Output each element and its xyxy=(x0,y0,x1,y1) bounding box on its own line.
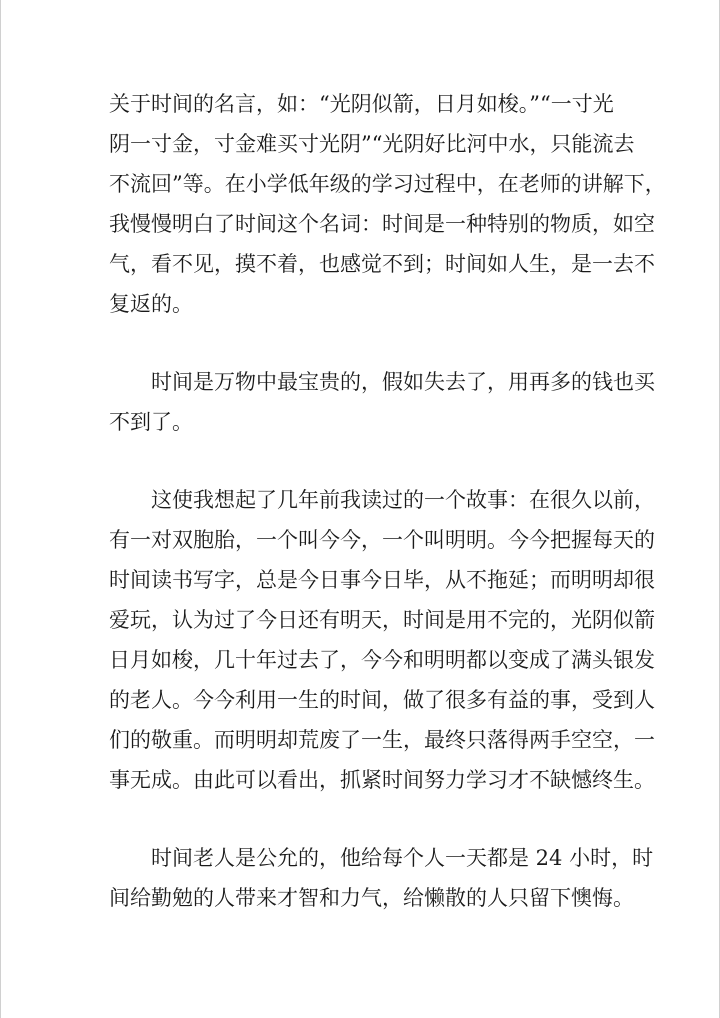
text-line: 不到了。 xyxy=(109,410,193,434)
text-line: 阴一寸金，寸金难买寸光阴”“光阴好比河中水，只能流去 xyxy=(109,132,635,156)
text-line: 我慢慢明白了时间这个名词：时间是一种特别的物质，如空 xyxy=(109,212,655,236)
text-line: 时间是万物中最宝贵的，假如失去了，用再多的钱也买 xyxy=(151,370,655,394)
text-line: 时间老人是公允的，他给每个人一天都是 24 小时，时 xyxy=(151,846,654,870)
text-line: 气，看不见，摸不着，也感觉不到；时间如人生，是一去不 xyxy=(109,252,655,276)
paragraph-2 xyxy=(109,362,655,442)
text-line: 日月如梭，几十年过去了，今今和明明都以变成了满头银发 xyxy=(109,648,655,672)
text-line: 事无成。由此可以看出，抓紧时间努力学习才不缺憾终生。 xyxy=(109,768,655,792)
paragraph-1 xyxy=(109,84,666,324)
text-line: 们的敬重。而明明却荒废了一生，最终只落得两手空空，一 xyxy=(109,728,655,752)
text-line: 爱玩，认为过了今日还有明天，时间是用不完的，光阴似箭 xyxy=(109,608,655,632)
text-line: 有一对双胞胎，一个叫今今，一个叫明明。今今把握每天的 xyxy=(109,528,655,552)
paragraph-4 xyxy=(109,838,654,918)
text-line: 关于时间的名言，如：“光阴似箭，日月如梭。”“一寸光 xyxy=(109,92,614,116)
text-line: 不流回”等。在小学低年级的学习过程中，在老师的讲解下， xyxy=(109,172,666,196)
document-body xyxy=(109,84,666,956)
text-line: 复返的。 xyxy=(109,292,193,316)
text-line: 的老人。今今利用一生的时间，做了很多有益的事，受到人 xyxy=(109,688,655,712)
text-line: 间给勤勉的人带来才智和力气，给懒散的人只留下懊悔。 xyxy=(109,886,634,910)
text-line: 时间读书写字，总是今日事今日毕，从不拖延；而明明却很 xyxy=(109,568,655,592)
text-line: 这使我想起了几年前我读过的一个故事：在很久以前， xyxy=(151,488,655,512)
paragraph-3 xyxy=(109,480,655,800)
